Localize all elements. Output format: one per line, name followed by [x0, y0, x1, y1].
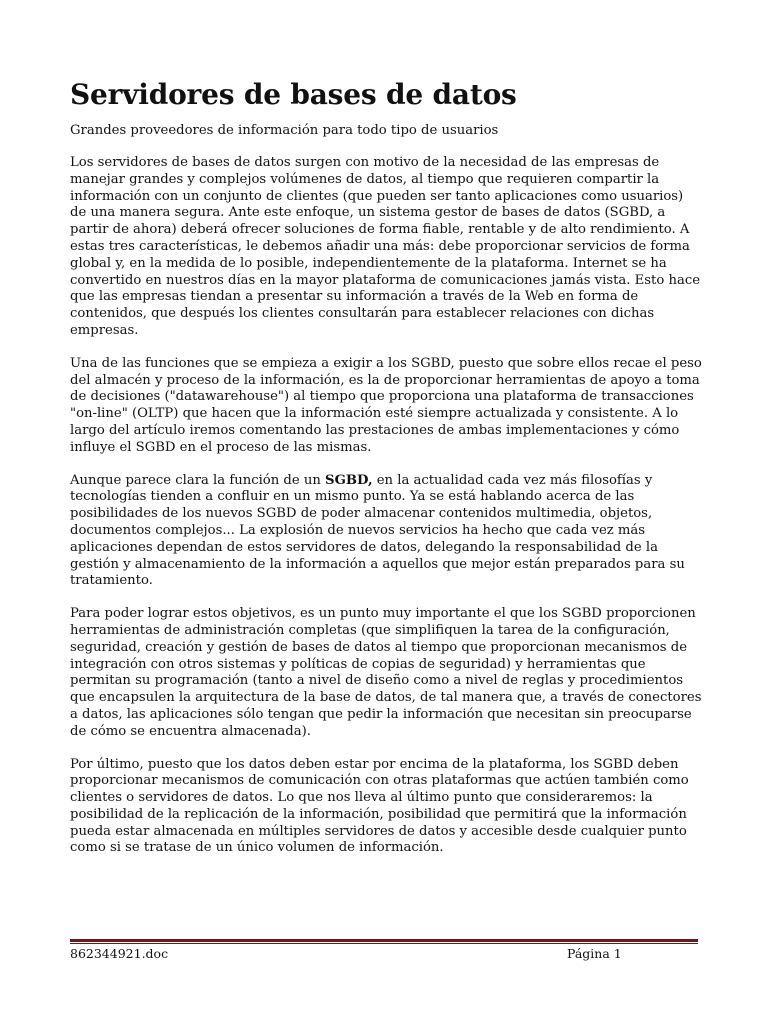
footer-rule: [70, 939, 698, 944]
footer-page-number: Página 1: [567, 946, 622, 961]
footer-rule-thick: [70, 939, 698, 942]
paragraph-4: Para poder lograr estos objetivos, es un punto muy importante el que los SGBD proporcionen herramientas de administración completas (que simplifiquen la tarea de la configuración, seguridad, creación y gestión de bases de datos al tiempo que proporcionan mecanismos de integración con otros sistemas y políticas de copias de seguridad) y herramientas que permitan su programación (tanto a nivel de diseño como a nivel de reglas y procedimientos que encapsulen la arquitectura de la base de datos, de tal manera que, a través de conectores a datos, las aplicaciones sólo tengan que pedir la información que necesitan sin preocuparse de cómo se encuentra almacenada).: [70, 606, 702, 739]
document-body: [70, 78, 702, 873]
paragraph-3-rest: en la actualidad cada vez más filosofías y tecnologías tienden a confluir en un mismo punto. Ya se está hablando acerca de las posibilidades de los nuevos SGBD de poder almacenar contenidos multimedia, objetos, documentos complejos... La explosión de nuevos servicios ha hecho que cada vez más aplicaciones dependan de estos servidores de datos, delegando la responsabilidad de la gestión y almacenamiento de la información a aquellos que mejor están preparados para su tratamiento.: [70, 472, 685, 589]
paragraph-1: Los servidores de bases de datos surgen con motivo de la necesidad de las empresas de manejar grandes y complejos volúmenes de datos, al tiempo que requieren compartir la información con un conjunto de clientes (que pueden ser tanto aplicaciones como usuarios) de una manera segura. Ante este enfoque, un sistema gestor de bases de datos (SGBD, a partir de ahora) deberá ofrecer soluciones de forma fiable, rentable y de alto rendimiento. A estas tres características, le debemos añadir una más: debe proporcionar servicios de forma global y, en la medida de lo posible, independientemente de la plataforma. Internet se ha convertido en nuestros días en la mayor plataforma de comunicaciones jamás vista. Esto hace que las empresas tiendan a presentar su información a través de la Web en forma de contenidos, que después los clientes consultarán para establecer relaciones con dichas empresas.: [70, 155, 701, 338]
paragraph-5: Por último, puesto que los datos deben estar por encima de la plataforma, los SGBD deben proporcionar mecanismos de comunicación con otras plataformas que actúen también como clientes o servidores de datos. Lo que nos lleva al último punto que consideraremos: la posibilidad de la replicación de la información, posibilidad que permitirá que la información pueda estar almacenada en múltiples servidores de datos y accesible desde cualquier punto como si se tratase de un único volumen de información.: [70, 756, 689, 856]
page-title: Servidores de bases de datos: [70, 78, 517, 111]
footer-rule-thin: [70, 943, 698, 944]
footer-filename: 862344921.doc: [70, 946, 169, 961]
page-subtitle: Grandes proveedores de información para todo tipo de usuarios: [70, 123, 499, 138]
paragraph-3-intro: Aunque parece clara la función de un: [70, 472, 326, 488]
paragraph-3-bold-term: SGBD,: [325, 472, 373, 488]
paragraph-2: Una de las funciones que se empieza a exigir a los SGBD, puesto que sobre ellos recae el peso del almacén y proceso de la información, es la de proporcionar herramientas de apoyo a toma de decisiones ("datawarehouse") al tiempo que proporciona una plataforma de transacciones "on-line" (OLTP) que hacen que la información esté siempre actualizada y consistente. A lo largo del artículo iremos comentando las prestaciones de ambas implementaciones y cómo influye el SGBD en el proceso de las mismas.: [70, 355, 702, 455]
paragraph-3: [70, 473, 702, 591]
